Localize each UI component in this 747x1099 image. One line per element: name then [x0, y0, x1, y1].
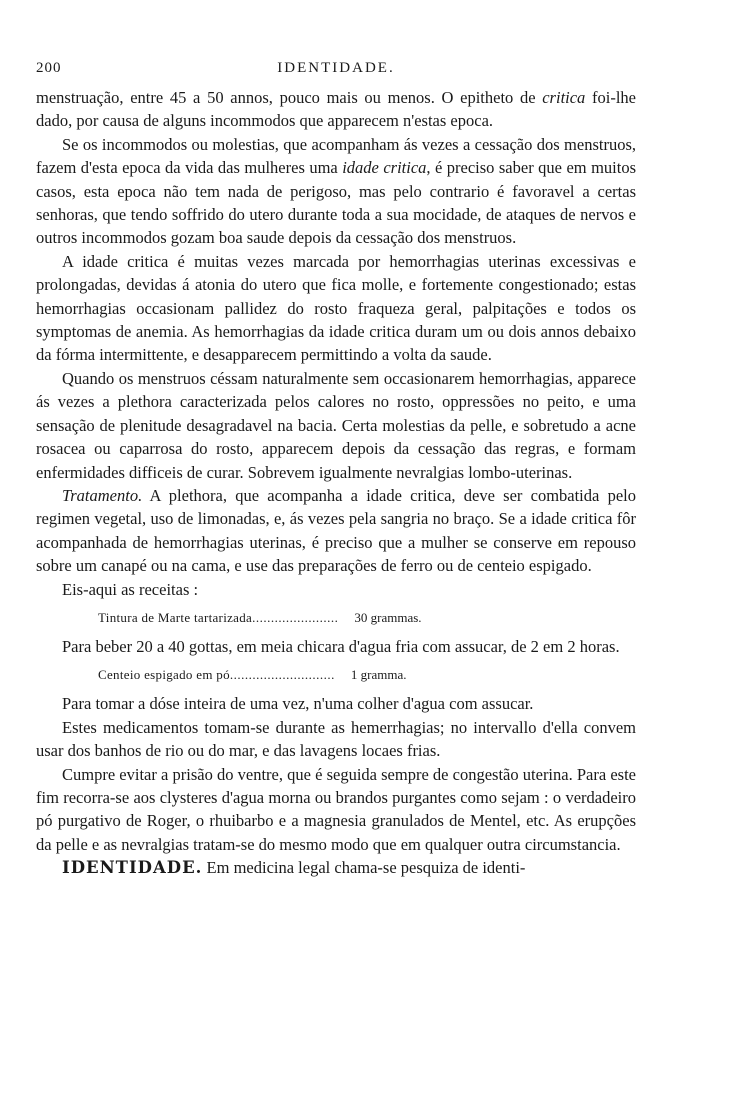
paragraph-continuation: [36, 86, 636, 133]
paragraph-text: , é preciso saber que em muitos casos, esta epoca não tem nada de perigoso, mas pelo contrario é favoravel a certas senhoras, que tendo soffrido do utero durante toda a sua mocidade, de ataques de nervos e outros incommodos gozam boa saude depois da cessação dos menstruos.: [36, 158, 636, 248]
paragraph-text: Em medicina legal chama-se pesquiza de identi-: [202, 858, 526, 878]
recipe-leader-dots: .......................: [252, 609, 339, 625]
paragraph-hemorrhages: A idade critica é muitas vezes marcada por hemorrhagias uterinas excessivas e prolongadas, devidas á atonia do utero que fica molle, e fortemente congestionado; estas hemorrhagias occasionam pallidez do rosto fraqueza geral, palpitações e todos os symptomas de anemia. As hemorrhagias da idade critica duram um ou dois annos debaixo da fórma intermittente, e desapparecem permittindo a volta da saude.: [36, 251, 636, 365]
paragraph-identity-entry: [36, 856, 636, 879]
italic-term: critica: [542, 88, 586, 107]
paragraph-text: A plethora, que acompanha a idade critica, deve ser combatida pelo regimen vegetal, uso de limonadas, e, ás vezes pela sangria no braço. Se a idade critica fôr acompanhada de hemorrhagias uterinas, é preciso que a mulher se conserve em repouso sobre um canapé ou na cama, e use das preparações de ferro ou de centeio espigado.: [36, 485, 636, 576]
paragraph-recipes-intro: Eis-aqui as receitas :: [62, 579, 199, 599]
recipe-dose: 30 grammas.: [354, 609, 422, 625]
document-page: [36, 60, 636, 880]
recipe-name: Centeio espigado em pó: [98, 667, 230, 683]
paragraph-text: Se os incommodos ou molestias, que acompanham ás vezes a cessação dos menstruos, fazem d'esta epoca da vida das mulheres uma: [36, 134, 636, 178]
paragraph-treatment: [36, 484, 636, 578]
paragraph-constipation: Cumpre evitar a prisão do ventre, que é seguida sempre de congestão uterina. Para este fim recorra-se aos clysteres d'agua morna ou brandos purgantes como sejam : o verdadeiro pó purgativo de Roger, o rhuibarbo e a magnesia granulados de Mentel, etc. As erupções da pelle e as nevralgias tratam-se do mesmo modo que em qualquer outra circumstancia.: [36, 764, 636, 854]
paragraph-plethora: Quando os menstruos céssam naturalmente sem occasionarem hemorrhagias, apparece ás vezes a plethora caracterizada pelos calores no rosto, oppressões no peito, e uma sensação de plenitude desagradavel na bacia. Certa molestias da pelle, e sobretudo a acne rosacea ou caparrosa do rosto, apparecem depois da cessação das regras, e formam enfermidades difficeis de curar. Sobrevem igualmente nevralgias lombo-uterinas.: [36, 368, 636, 482]
page-header: [36, 60, 636, 82]
recipe-dose: 1 gramma.: [350, 667, 407, 683]
recipe-leader-dots: ............................: [229, 667, 335, 683]
entry-heading: IDENTIDADE.: [62, 858, 203, 878]
recipe-line: [36, 666, 636, 684]
running-head: IDENTIDADE.: [277, 60, 395, 76]
paragraph-text: foi-lhe dado, por causa de alguns incommodos que apparecem n'estas epoca.: [36, 88, 636, 131]
treatment-lead: Tratamento.: [62, 485, 143, 505]
page-number: 200: [36, 60, 62, 76]
paragraph-dosage-drops: Para beber 20 a 40 gottas, em meia chicara d'agua fria com assucar, de 2 em 2 horas.: [62, 636, 620, 656]
paragraph-text: menstruação, entre 45 a 50 annos, pouco mais ou menos. O epitheto de: [36, 88, 543, 107]
recipe-name: Tintura de Marte tartarizada: [98, 609, 253, 625]
paragraph-dosage-single: Para tomar a dóse inteira de uma vez, n'uma colher d'agua com assucar.: [62, 694, 534, 714]
paragraph-medication-timing: Estes medicamentos tomam-se durante as hemerrhagias; no intervallo d'ella convem usar dos banhos de rio ou do mar, e das lavagens locaes frias.: [36, 717, 636, 761]
paragraph-critical-age: [36, 133, 636, 250]
recipe-line: [36, 609, 636, 627]
italic-term: idade critica: [342, 158, 427, 178]
